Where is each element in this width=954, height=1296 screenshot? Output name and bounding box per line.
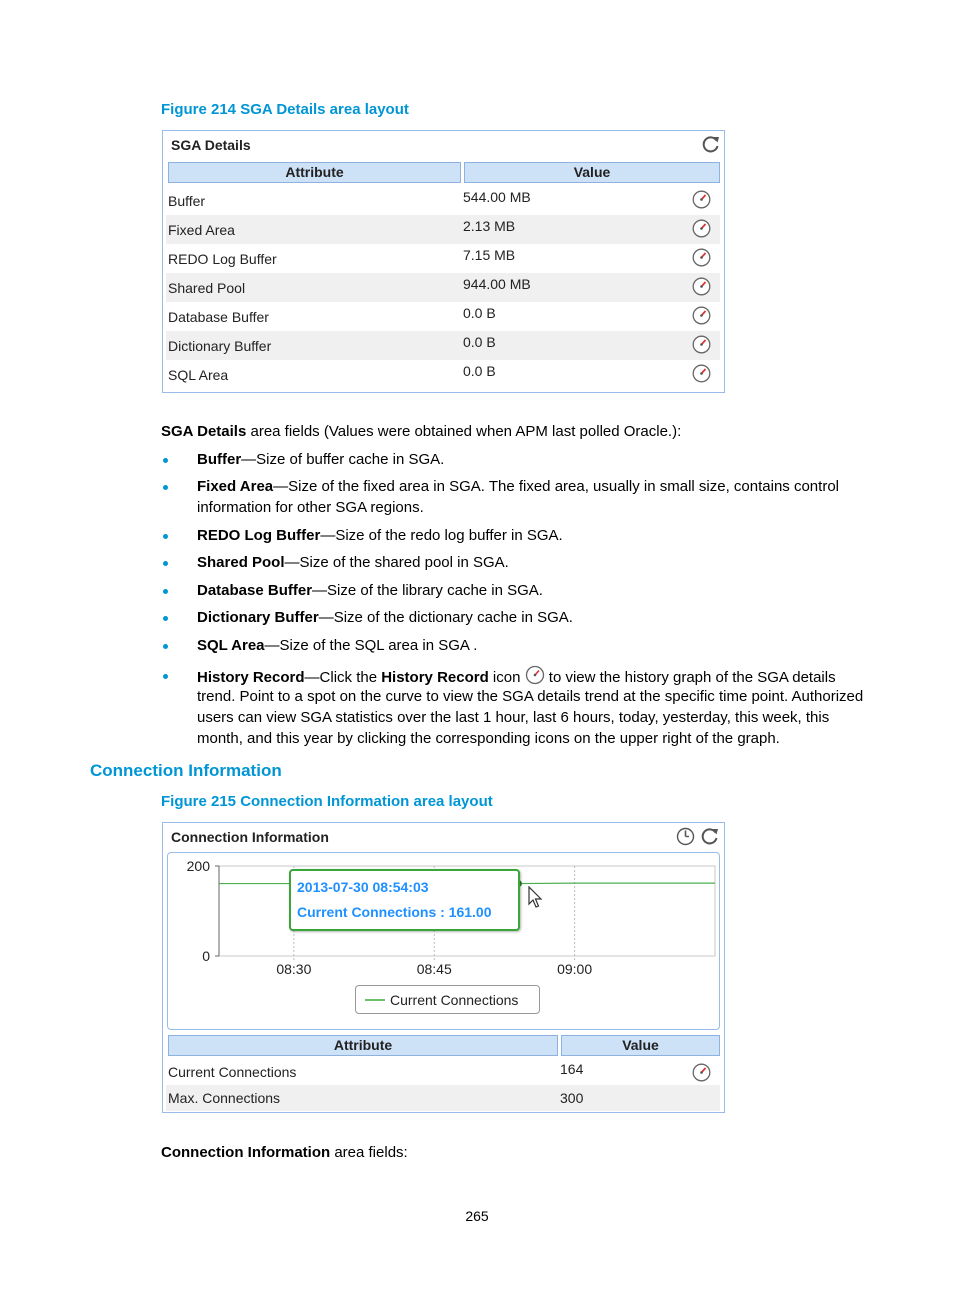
attribute-cell: REDO Log Buffer xyxy=(168,251,277,267)
x-tick-label: 08:30 xyxy=(276,961,312,977)
sga-bullet-item xyxy=(197,607,869,628)
history-record-icon[interactable] xyxy=(692,335,711,354)
history-text-c: to view the history graph of the SGA details xyxy=(544,669,836,686)
history-bullet-line2: trend. Point to a spot on the curve to view the SGA details trend at the specific time point. Authorized xyxy=(197,688,864,705)
attribute-cell: Fixed Area xyxy=(168,222,235,238)
history-record-icon[interactable] xyxy=(692,248,711,267)
y-tick-label: 0 xyxy=(202,948,210,964)
table-row xyxy=(166,273,720,302)
history-bullet-line3: users can view SGA statistics over the last 1 hour, last 6 hours, today, yesterday, this week, this xyxy=(197,709,830,726)
sga-bullet-item xyxy=(197,449,869,470)
figure-214-caption: Figure 214 SGA Details area layout xyxy=(161,101,409,118)
x-tick-label: 08:45 xyxy=(416,961,452,977)
history-text-a: —Click the xyxy=(304,669,382,686)
attribute-cell: Current Connections xyxy=(168,1064,297,1080)
refresh-icon[interactable] xyxy=(702,135,720,153)
value-cell: 164 xyxy=(560,1061,584,1077)
bullet-dot xyxy=(163,674,168,679)
connection-panel-title: Connection Information xyxy=(171,829,329,845)
value-cell: 544.00 MB xyxy=(463,189,531,205)
value-header[interactable]: Value xyxy=(464,162,720,183)
table-row xyxy=(166,186,720,215)
sga-intro-text: area fields (Values were obtained when APM last polled Oracle.): xyxy=(246,423,682,440)
attribute-cell: Dictionary Buffer xyxy=(168,338,272,354)
page-number: 265 xyxy=(465,1208,489,1224)
history-record-icon[interactable] xyxy=(692,190,711,209)
legend-swatch xyxy=(365,999,385,1001)
bullet-term: Database Buffer xyxy=(197,582,313,599)
value-cell: 944.00 MB xyxy=(463,276,531,292)
chart-tooltip xyxy=(289,869,520,931)
sga-bullet-item xyxy=(197,525,869,546)
bullet-dot xyxy=(163,561,168,566)
bullet-text: —Size of the fixed area in SGA. The fixed area, usually in small size, contains control information for other SGA regions. xyxy=(197,478,839,516)
bullet-dot xyxy=(163,589,168,594)
attribute-cell: Shared Pool xyxy=(168,280,246,296)
section-heading: Connection Information xyxy=(90,761,282,780)
sga-bullet-item xyxy=(197,476,869,518)
bullet-text: —Size of the redo log buffer in SGA. xyxy=(320,527,563,544)
attribute-cell: Database Buffer xyxy=(168,309,269,325)
tooltip-time: 2013-07-30 08:54:03 xyxy=(297,879,429,895)
history-term-2: History Record xyxy=(381,669,489,686)
sga-panel-title: SGA Details xyxy=(171,137,251,153)
history-record-icon[interactable] xyxy=(676,827,695,846)
value-cell: 2.13 MB xyxy=(463,218,516,234)
bullet-term: REDO Log Buffer xyxy=(197,527,321,544)
chart-legend[interactable] xyxy=(355,985,540,1014)
table-row xyxy=(166,244,720,273)
tooltip-value: Current Connections : 161.00 xyxy=(297,904,492,920)
history-record-icon[interactable] xyxy=(692,1063,711,1082)
sga-bullet-item xyxy=(197,552,869,573)
history-bullet-line1 xyxy=(197,665,877,688)
legend-label: Current Connections xyxy=(390,992,519,1008)
bullet-text: —Size of buffer cache in SGA. xyxy=(241,451,445,468)
history-bullet-line4: month, and this year by clicking the corresponding icons on the upper right of the graph. xyxy=(197,730,780,747)
y-tick-label: 200 xyxy=(186,858,210,874)
value-cell: 0.0 B xyxy=(463,363,496,379)
history-record-icon xyxy=(525,665,545,685)
bullet-term: Buffer xyxy=(197,451,242,468)
value-cell: 7.15 MB xyxy=(463,247,516,263)
bullet-dot xyxy=(163,644,168,649)
history-record-icon[interactable] xyxy=(692,277,711,296)
attribute-header[interactable]: Attribute xyxy=(168,162,461,183)
value-header[interactable]: Value xyxy=(561,1035,720,1056)
refresh-icon[interactable] xyxy=(701,827,719,845)
attribute-cell: SQL Area xyxy=(168,367,229,383)
bullet-text: —Size of the library cache in SGA. xyxy=(312,582,543,599)
bullet-term: Fixed Area xyxy=(197,478,274,495)
chart-container xyxy=(167,852,720,1030)
history-record-icon[interactable] xyxy=(692,364,711,383)
table-row xyxy=(166,331,720,360)
value-cell: 0.0 B xyxy=(463,334,496,350)
mouse-cursor-icon xyxy=(528,886,544,910)
sga-intro xyxy=(161,421,881,442)
table-row xyxy=(166,1059,720,1085)
bullet-text: —Size of the SQL area in SGA . xyxy=(264,637,478,654)
connection-intro-term: Connection Information xyxy=(161,1144,331,1161)
attribute-header[interactable]: Attribute xyxy=(168,1035,558,1056)
bullet-dot xyxy=(163,458,168,463)
table-row xyxy=(166,215,720,244)
connection-intro-text: area fields: xyxy=(330,1144,408,1161)
x-tick-label: 09:00 xyxy=(557,961,593,977)
table-row xyxy=(166,360,720,389)
attribute-cell: Buffer xyxy=(168,193,206,209)
history-record-icon[interactable] xyxy=(692,306,711,325)
sga-details-panel xyxy=(162,130,725,393)
attribute-cell: Max. Connections xyxy=(168,1090,281,1106)
bullet-text: —Size of the dictionary cache in SGA. xyxy=(318,609,573,626)
sga-bullet-item xyxy=(197,635,869,656)
value-cell: 300 xyxy=(560,1090,584,1106)
bullet-text: —Size of the shared pool in SGA. xyxy=(284,554,509,571)
bullet-dot xyxy=(163,534,168,539)
sga-bullet-item xyxy=(197,580,869,601)
bullet-term: SQL Area xyxy=(197,637,265,654)
figure-215-caption: Figure 215 Connection Information area layout xyxy=(161,793,493,810)
history-term: History Record xyxy=(197,669,305,686)
connection-intro xyxy=(161,1142,881,1163)
value-cell: 0.0 B xyxy=(463,305,496,321)
bullet-dot xyxy=(163,485,168,490)
table-row xyxy=(166,1085,720,1111)
connection-information-panel xyxy=(162,822,725,1113)
bullet-term: Shared Pool xyxy=(197,554,285,571)
table-row xyxy=(166,302,720,331)
bullet-term: Dictionary Buffer xyxy=(197,609,319,626)
bullet-dot xyxy=(163,616,168,621)
history-text-b: icon xyxy=(488,669,525,686)
history-record-icon[interactable] xyxy=(692,219,711,238)
sga-intro-term: SGA Details xyxy=(161,423,247,440)
